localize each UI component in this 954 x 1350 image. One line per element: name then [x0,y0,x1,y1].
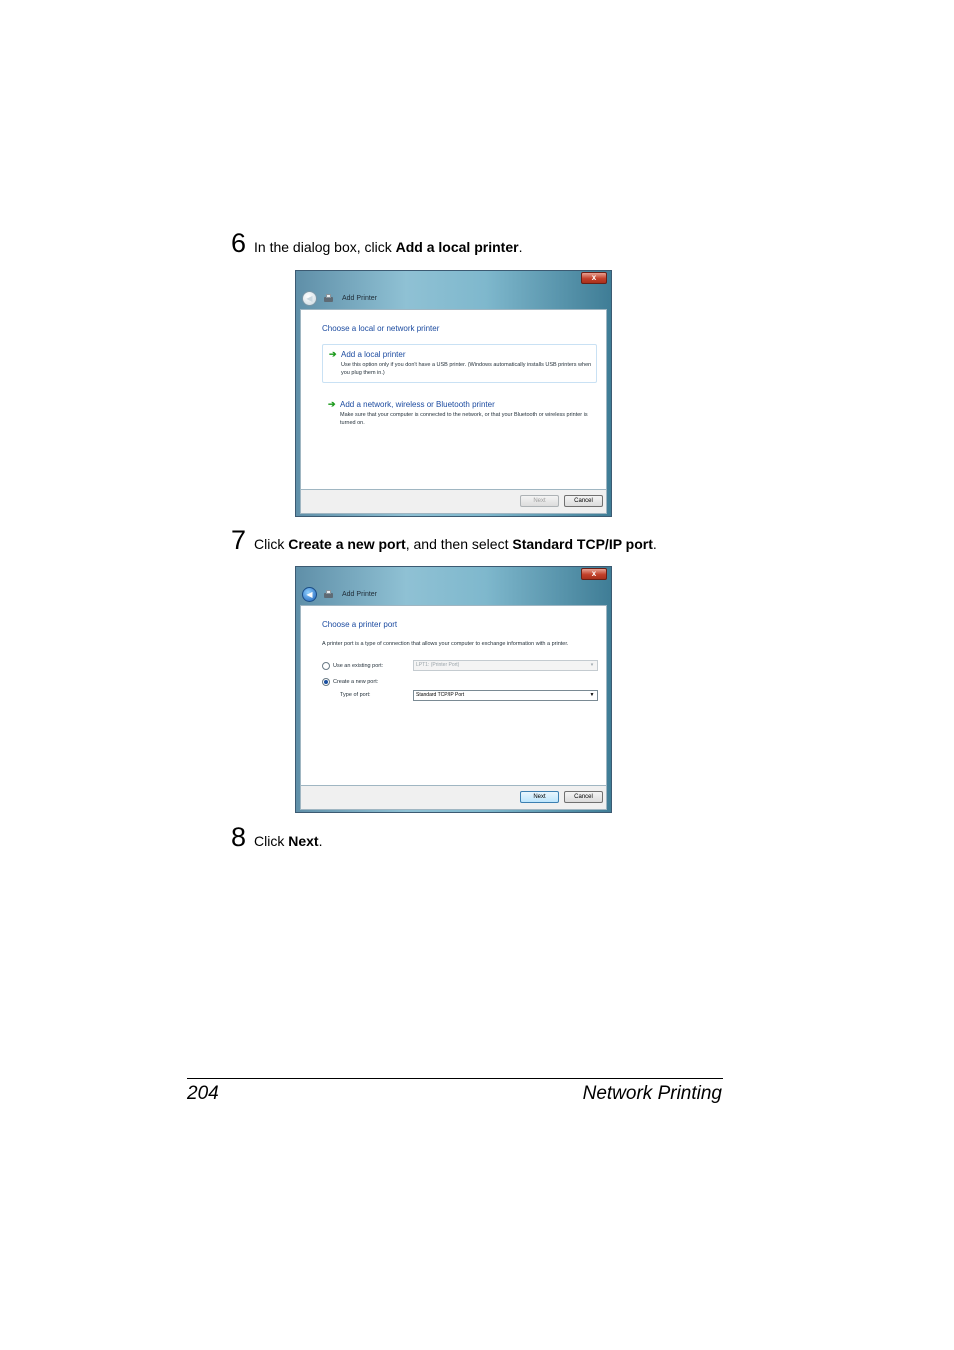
step-number: 6 [231,228,247,258]
type-of-port-label: Type of port: [340,692,371,698]
radio-icon [322,678,330,686]
port-description: A printer port is a type of connection that allows your computer to exchange information with a printer. [322,641,569,647]
next-button[interactable]: Next [520,791,559,803]
step-text: Click Next. [254,833,323,849]
chevron-down-icon: ▾ [590,662,594,668]
title-bar [300,584,607,604]
step-8 [231,824,322,851]
option-title: Add a local printer [341,350,406,359]
radio-label: Use an existing port: [333,663,384,669]
dialog-content [300,309,607,490]
option-title: Add a network, wireless or Bluetooth printer [340,400,495,409]
green-arrow-icon: ➔ [328,399,336,409]
existing-port-select[interactable]: LPT1: (Printer Port) ▾ [413,660,598,671]
step-number: 7 [231,525,247,555]
add-local-printer-option[interactable] [322,344,597,383]
type-of-port-select[interactable]: Standard TCP/IP Port ▼ [413,690,598,701]
dialog-footer [300,490,607,514]
section-title: Network Printing [582,1083,722,1104]
step-6 [231,230,522,257]
footer-rule [187,1078,723,1079]
create-new-port-radio[interactable] [322,678,378,686]
radio-icon [322,662,330,670]
dialog-title: Add Printer [342,590,378,598]
use-existing-port-radio[interactable] [322,662,383,670]
dialog-title: Add Printer [342,294,378,302]
page-number: 204 [187,1083,219,1104]
printer-icon [324,590,333,599]
add-network-printer-option[interactable] [322,395,597,434]
chevron-down-icon: ▼ [589,692,595,698]
step-text: In the dialog box, click Add a local printer. [254,239,523,255]
green-arrow-icon: ➔ [329,349,337,359]
printer-icon [324,294,333,303]
back-arrow-icon[interactable]: ◀ [302,291,317,306]
add-printer-dialog-2 [295,566,612,813]
close-button[interactable]: x [581,272,607,284]
dialog-content [300,605,607,786]
close-button[interactable]: x [581,568,607,580]
back-arrow-icon[interactable]: ◀ [302,587,317,602]
dialog-heading: Choose a local or network printer [322,324,440,333]
dialog-heading: Choose a printer port [322,620,398,629]
option-description: Use this option only if you don't have a USB printer. (Windows automatically installs USB printers when you plug them in.) [341,362,592,376]
cancel-button[interactable]: Cancel [564,495,603,507]
radio-label: Create a new port: [333,679,379,685]
cancel-button[interactable]: Cancel [564,791,603,803]
step-7 [231,527,657,554]
title-bar [300,288,607,308]
step-text: Click Create a new port, and then select Standard TCP/IP port. [254,536,657,552]
next-button[interactable]: Next [520,495,559,507]
dialog-footer [300,786,607,810]
step-number: 8 [231,822,247,852]
add-printer-dialog-1 [295,270,612,517]
option-description: Make sure that your computer is connected to the network, or that your Bluetooth or wireless printer is turned on. [340,412,588,426]
